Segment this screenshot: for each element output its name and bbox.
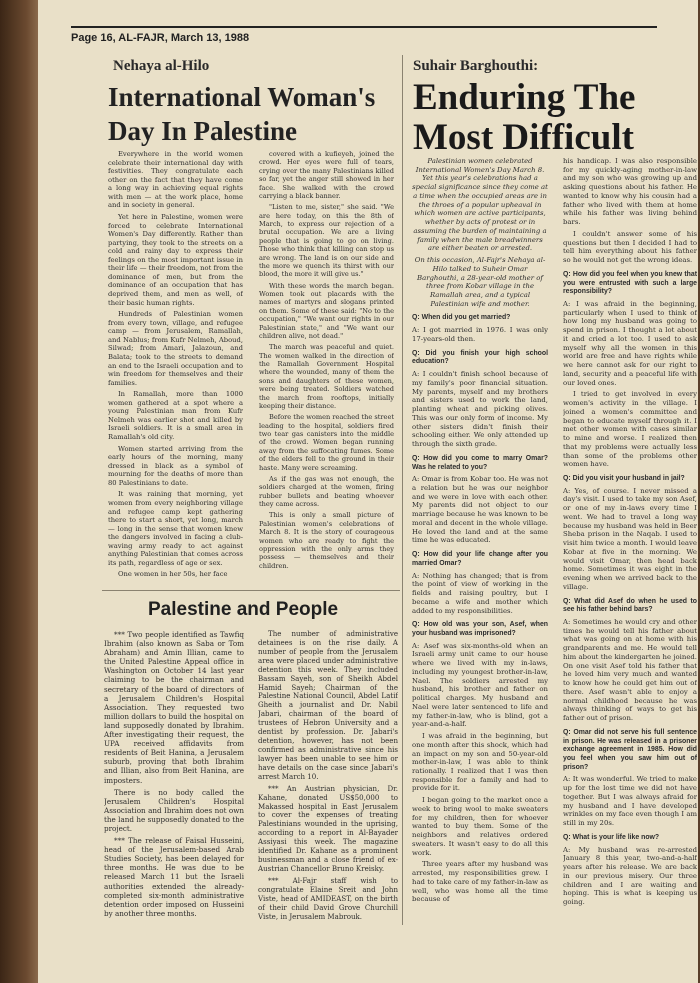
left-headline: International Woman's Day In Palestine: [108, 82, 376, 146]
interview-question: Q: How did you feel when you knew that you were entrusted with such a large responsibility?: [563, 270, 697, 296]
paragraph: Hundreds of Palestinian women from every town, village, and refugee camp — from Jerusalem, Ramallah, and Nablus; from Kufr Nelmeh, Aboud, Silwad; from Amari, Jalazoun, and Balata; took to the streets to demand an end to the Israeli occupation and to win freedom for themselves and their families.: [108, 310, 243, 387]
right-article-col2: [563, 157, 697, 927]
interview-question: Q: How did your life change after you married Omar?: [412, 551, 548, 567]
paragraph: *** Al-Fajr staff wish to congratulate Elaine Sreit and John Viste, head of AMIDEAST, on the birth of their child David Grove Churchill Viste, in Jerusalem Mabrouk.: [258, 875, 398, 921]
interview-intro: [412, 157, 548, 308]
interview-answer: I tried to get involved in every women's activity in the village. I joined a women's committee and began to educate myself through it. I met other women with cases similar to mine and worse. I realized then that my problems were actually less than some of the problems other women have.: [563, 390, 697, 469]
paragraph: One women in her 50s, her face: [118, 570, 228, 579]
paragraph: his handicap. I was also responsible for my quickly-aging mother-in-law and my son who was growing up and asking questions about his father. He wanted to know why his cousin had a father who lived with them at home while his father was living behind bars.: [563, 157, 697, 227]
paragraph: Yet here in Palestine, women were forced to celebrate International Women's Day differently. Rather than partying, they took to the streets on a cold and rainy day to express their feelings on the most important issue in their life — their freedom, not from the dominance of men, but from the dominance of an occupation that has deprived them, and men as well, of their basic human rights.: [108, 212, 243, 307]
interview-question: Q: How old was your son, Asef, when your husband was imprisoned?: [412, 621, 548, 637]
paragraph: Three years after my husband was arrested, my responsibilities grew. I had to take care of my father-in-law as well, who was home all the time because of: [412, 860, 548, 904]
paragraph: There is no body called the Jerusalem Children's Hospital Association and Ibrahim does not own the land he supposedly donated to the project.: [104, 787, 244, 833]
interview-answer: A: Yes, of course. I never missed a day's visit. I used to take my son Asef, or one of my in-laws every time I went. We had to travel a long way because my husband was held in Beer Sheba prison in the Naqab. I used to visit him twice a month. I would leave Kobar at five in the morning. We would visit Omar, then head back home. Sometimes it was eight in the evening when we arrived back to the village.: [563, 486, 697, 591]
paragraph: As if the gas was not enough, the soldiers charged at the women, firing rubber bullets and beating whoever they came across.: [259, 474, 394, 508]
people-col2: [258, 630, 398, 930]
page-header-text: Page 16, AL-FAJR, March 13, 1988: [71, 32, 250, 44]
book-binding: [0, 0, 38, 983]
interview-question: Q: Did you visit your husband in jail?: [563, 474, 685, 482]
page-header: [71, 26, 657, 44]
paragraph: In Ramallah, more than 1000 women gathered at a spot where a young Palestinian man from Kufr Nelmeh was earlier shot and killed by Israeli soldiers. It is a small area in Ramallah's old city.: [108, 390, 243, 441]
people-section-title: Palestine and People: [148, 599, 339, 620]
interview-answer: A: I was afraid in the beginning, particularly when I used to think of how long my husband was going to spend in prison. I thought a lot about it and cried a lot too. I used to ask myself why all the women in this world are free and have rights while we here cannot ask for our right to land, security and a peaceful life with our loved ones.: [563, 300, 697, 387]
paragraph: On this occasion, Al-Fajr's Nehaya al-Hilo talked to Suheir Omar Barghouthi, a 28-year-old mother of three from Kobar village in the Ramallah area, and a typical Palestinian wife and mother.: [414, 256, 546, 308]
paragraph: This is only a small picture of Palestinian women's celebrations of March 8. It is the story of courageous women who are ready to fight the oppression with the only arms they possess — themselves and their children.: [259, 511, 394, 570]
interview-answer: A: Omar is from Kobar too. He was not a relation but he was our neighbor and we were in love with each other. My parents did not object to our marriage because he was known to be moral and decent in the whole village. He loved the land and at the same time he was educated.: [412, 475, 548, 545]
interview-question: Q: How did you come to marry Omar? Was he related to you?: [412, 454, 548, 471]
paragraph: *** Two people identified as Tawfiq Ibrahim (also known as Saba or Tom Abraham) and Amin Illian, came to the United Palestine Appeal office in Washington on October 14 last year claiming to be the chairman and secretary of the board of directors of a Jerusalem Children's Hospital Association. They requested two million dollars to build the hospital on land supposedly donated by Ibrahim. After investigating their request, the UPA received affidavits from residents of Beit Hanina, a Jerusalem suburb, proving that both Ibrahim and Illian, also from Beit Hanina, are imposters.: [104, 630, 244, 785]
right-byline: Suhair Barghouthi:: [413, 58, 539, 74]
interview-answer: A: Asef was six-months-old when an Israeli army unit came to our house where we lived with my in-laws, including my youngest brother-in-law, Nael. The soldiers arrested my husband, his brother and father on political charges. My husband and Nael were later sentenced to life and my father-in-law, who is blind, got a year-and-a-half.: [412, 641, 548, 729]
paragraph: "Listen to me, sister," she said. "We are here today, on this the 8th of March, to express our rejection of a brutal occupation. We are a living people that is going to go on living. Those who think that killing can stop us are wrong. The land is on our side and the more we quench its thirst with our blood, the more it will give us.": [259, 203, 394, 279]
paragraph: I began going to the market once a week to bring wool to make sweaters for my children, then for whoever wanted to buy them. Some of the neighbors and relatives ordered sweaters. It wasn't easy to do all this work.: [412, 796, 548, 857]
interview-question: Q: Did you finish your high school education?: [412, 349, 548, 366]
section-divider: [102, 590, 400, 591]
interview-answer: A: Sometimes he would cry and other times he would tell his father about what was going on at home with his grandparents and me. He would tell him about the kindergarten he joined. On one visit Asef told his father that he loved him very much and wanted to know how he could get him out of there. Asef wasn't able to enjoy a normal childhood because he was always thinking of ways to get his father out of prison.: [563, 617, 697, 723]
interview-question: Q: When did you get married?: [412, 314, 511, 322]
people-col1: [104, 630, 244, 930]
paragraph: *** The release of Faisal Husseini, head of the Jerusalem-based Arab Studies Society, has been delayed for three months. He was due to be released March 11 but the Israeli authorities extended the already-completed six-month administrative detention order imposed on Husseini by another three months.: [104, 836, 244, 918]
paragraph: It was raining that morning, yet women from every neighboring village and refugee camp kept gathering there to start a short, yet long, march — long in the sense that women knew the dangers involved in facing a club-waving army ready to act against anything Palestinian that comes across its path, regardless of age or sex.: [108, 490, 243, 567]
paragraph: Everywhere in the world women celebrate their international day with festivities. They congratulate each other on the fact that they have come a long way in achieving equal rights with men — at the work place, home and in society in general.: [108, 150, 243, 210]
right-article-col1: [412, 157, 548, 927]
right-headline: Enduring The Most Difficult: [413, 77, 636, 158]
interview-answer: A: My husband was re-arrested January 8 this year, two-and-a-half years after his release. We are back in our previous misery. Our three children and I are waiting and hoping. This is what is keeping us going.: [563, 845, 697, 907]
interview-answer: A: I got married in 1976. I was only 17-years-old then.: [412, 326, 548, 343]
interview-answer: A: Nothing has changed; that is from the point of view of working in the fields and raising poultry, but I became a wife and mother which added to my responsibilities.: [412, 571, 548, 615]
paragraph: Palestinian women celebrated International Women's Day March 8. Yet this year's celebrations had a special significance since they come at a time when the occupied areas are in the throes of a popular upheaval in which women are active participants, whether by acts of protest or in assuming the burden of maintaining a family when the male breadwinners are either beaten or arrested.: [412, 157, 548, 253]
paragraph: With these words the march began. Women took out placards with the names of martyrs and slogans printed on them. Some of these said: "No to the occupation," "We want our rights in our Palestinian state," and "We want our children alive, not dead.": [259, 281, 394, 340]
interview-answer: A: I couldn't finish school because of my family's poor financial situation. My parents, myself and my brothers and sisters used to work the land, planting wheat and picking olives. This was our only form of income. My other sisters didn't finish their schooling either. We only attended up through the sixth grade.: [412, 370, 548, 449]
paragraph: I was afraid in the beginning, but one month after this shock, which had an impact on my son and 50-year-old mother-in-law, I was able to think rationally. I realized that I was then responsible for a family and had to provide for it.: [412, 732, 548, 793]
interview-question: Q: Omar did not serve his full sentence in prison. He was released in a prisoner exchange agreement in 1985. How did you feel when you saw him out of prison?: [563, 728, 697, 771]
paragraph: *** An Austrian physician, Dr. Kahane, donated US$50,000 to Makassed hospital in East Jerusalem to cover the expenses of treating Palestinians wounded in the uprising, according to a report in Al-Bayader Assiyasi this week. The magazine identified Dr. Kahane as a prominent businessman and a close friend of ex-Austrian Chancellor Bruno Kreisky.: [258, 783, 398, 873]
interview-question: Q: What did Asef do when he used to see his father behind bars?: [563, 597, 697, 614]
left-byline: Nehaya al-Hilo: [113, 58, 210, 74]
paragraph: I couldn't answer some of his questions but then I decided I had to tell him everything about his father so he would not get the wrong ideas.: [563, 229, 697, 265]
column-rule: [402, 55, 403, 925]
interview-question: Q: What is your life like now?: [563, 833, 660, 841]
left-article-col1: [108, 150, 243, 585]
paragraph: The march was peaceful and quiet. The women walked in the direction of the Ramallah Government Hospital where the wounded, many of them the sons and daughters of these women, were being treated. Soldiers watched the march from rooftops, initially keeping their distance.: [259, 343, 394, 410]
interview-answer: A: It was wonderful. We tried to make up for the lost time we did not have together. But I was always afraid for my husband and I have developed wrinkles on my face even though I am still in my 20s.: [563, 775, 697, 828]
left-article-col2: [259, 150, 394, 585]
paragraph: The number of administrative detainees is on the rise daily. A number of people from the Jerusalem area were placed under administrative detention this week. They included Bassam Sayeh, son of Sheikh Abdel Hamid Sayeh; Chairman of the Palestine National Council, Abdel Latif Gheith a journalist and Dr. Nabil Jabari, chairman of the board of trustees of Hebron University and a dentist by profession. Dr. Jabari's detention, however, has not been confirmed as administrative since his lawyer has been unable to see him or have details on the case since Jabari's arrest March 10.: [258, 630, 398, 781]
paragraph: Before the women reached the street leading to the hospital, soldiers fired two tear gas canisters into the middle of the crowd. Women began running away from the suffocating fumes. Some of the elders fell to the ground in their haste. Many were screaming.: [259, 413, 394, 472]
paragraph: Women started arriving from the early hours of the morning, many dressed in black as a symbol of mourning for the deaths of more than 80 Palestinians to date.: [108, 444, 243, 487]
paragraph: covered with a kufieyeh, joined the crowd. Her eyes were full of tears, crying over the many Palestinians killed so far, yet the anger still showed in her face. She walked with the crowd carrying a black banner.: [259, 150, 394, 200]
